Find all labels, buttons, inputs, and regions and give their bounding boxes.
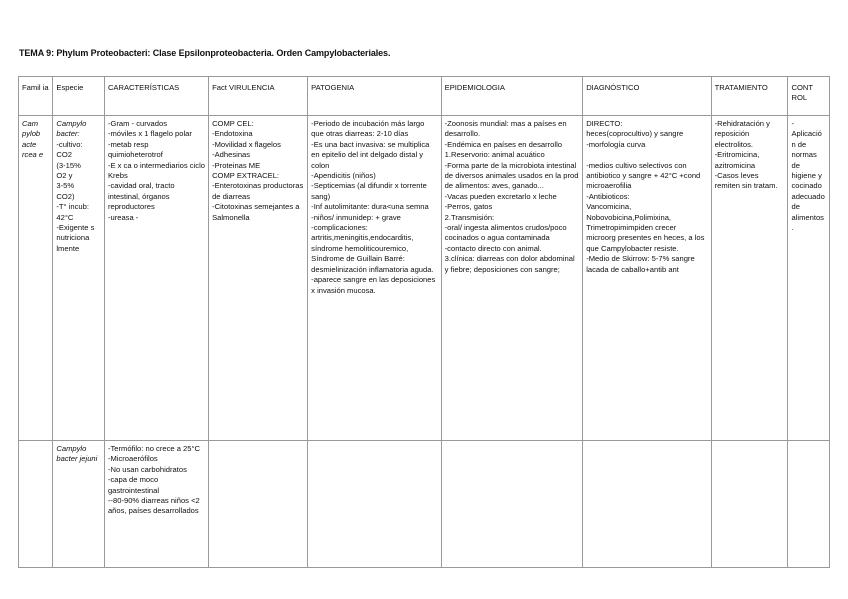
cell-epidemiologia	[441, 116, 583, 441]
cell-tratamiento	[711, 441, 788, 568]
cell-line: (3-15%	[56, 160, 81, 170]
cell-familia	[19, 116, 53, 441]
header-virulencia: Fact VIRULENCIA	[209, 77, 308, 116]
cell-especie	[53, 441, 105, 568]
header-patogenia: PATOGENIA	[308, 77, 441, 116]
cell-line: -complicaciones: artritis,meningitis,endocarditis, síndrome hemoliticouremico, Síndrome de Guillain Barré: desmielinización inflamatoria aguda.	[311, 223, 434, 274]
cell-line: -morfología curva	[586, 139, 646, 149]
cell-line: -Endémica en países en desarrollo	[444, 139, 562, 149]
content-table	[18, 76, 830, 568]
cell-line: -Perros, gatos	[444, 202, 493, 212]
header-familia: Famil ia	[19, 77, 53, 116]
header-epidemiologia: EPIDEMIOLOGIA	[441, 77, 583, 116]
cell-line: 42°C	[56, 212, 74, 222]
header-diagnostico: DIAGNÓSTICO	[583, 77, 711, 116]
cell-virulencia	[209, 441, 308, 568]
cell-control	[788, 441, 830, 568]
cell-line: -Periodo de incubación más largo que otras diarreas: 2-10 días	[311, 119, 425, 139]
cell-line: Cam pylob acte rcea e	[22, 119, 44, 160]
header-row	[19, 77, 830, 116]
header-especie: Especie	[53, 77, 105, 116]
cell-line: DIRECTO:	[586, 119, 623, 128]
cell-epidemiologia	[441, 441, 583, 568]
cell-line: -contacto directo con animal.	[444, 243, 542, 253]
cell-line	[586, 150, 707, 160]
especie-name	[56, 119, 101, 140]
cell-line: -medios cultivo selectivos con antibiotico y sangre + 42°C +cond microaerofilia	[586, 160, 701, 191]
cell-diagnostico	[583, 116, 711, 441]
cell-diagnostico	[583, 441, 711, 568]
cell-line: Campylo bacter:	[56, 119, 87, 139]
cell-patogenia	[308, 441, 441, 568]
cell-line: -Termófilo: no crece a 25°C	[107, 444, 201, 453]
cell-caracteristicas	[104, 441, 208, 568]
cell-caracteristicas	[104, 116, 208, 441]
cell-line: -Exigente s	[56, 223, 95, 233]
cell-line: CO2)	[56, 191, 75, 201]
cell-line: -Gram - curvados	[107, 119, 168, 128]
cell-control	[788, 116, 830, 441]
cell-line: -cultivo:	[56, 139, 83, 149]
table-row	[19, 116, 830, 441]
cell-familia	[19, 441, 53, 568]
cell-line: -Inf autolimitante: dura<una semna	[311, 202, 429, 212]
table-row	[19, 441, 830, 568]
cell-line: -niños/ inmunidep: + grave	[311, 212, 401, 222]
cell-line: -Forma parte de la microbiota intestinal de diversos animales usados en la prod de alimentos: aves, ganado...	[444, 160, 579, 191]
header-caracteristicas: CARACTERÍSTICAS	[104, 77, 208, 116]
cell-line: -Rehidratación y reposición electrolitos.	[714, 119, 770, 149]
cell-line: -Enterotoxinas productoras de diarreas	[212, 181, 304, 201]
cell-line: -Vacas pueden excretarlo x leche	[444, 191, 557, 201]
cell-line: 2.Transmisión:	[444, 212, 495, 222]
cell-line: -capa de moco gastrointestinal	[107, 475, 160, 495]
cell-line: -aparece sangre en las deposiciones x invasión mucosa.	[311, 275, 436, 295]
cell-line: -Casos leves remiten sin tratam.	[714, 171, 778, 191]
cell-line: O2 y	[56, 171, 73, 181]
cell-line: 3-5%	[56, 181, 75, 191]
especie-details	[56, 140, 101, 254]
cell-line: -ureasa -	[107, 212, 139, 222]
cell-line: -Es una bact invasiva: se multiplica en epitelio del int delgado distal y colon	[311, 139, 430, 170]
cell-line: heces(coprocultivo) y sangre	[586, 129, 684, 139]
cell-line: -Adhesinas	[212, 150, 251, 160]
cell-line: 1.Reservorio: animal acuático	[444, 150, 545, 160]
cell-line: -Zoonosis mundial: mas a países en desarrollo.	[444, 119, 567, 139]
cell-line: -No usan carbohidratos	[107, 464, 187, 474]
header-control: CONT ROL	[788, 77, 830, 116]
cell-line: -metab resp quimioheterotrof	[107, 139, 163, 160]
cell-line: COMP CEL:	[212, 119, 254, 128]
cell-line: COMP EXTRACEL:	[212, 171, 280, 181]
cell-line: nutriciona lmente	[56, 233, 90, 253]
cell-line: -Eritromicina, azitromicina	[714, 150, 760, 170]
cell-line: -móviles x 1 flagelo polar	[107, 129, 192, 139]
cell-line: -Septicemias (al difundir x torrente sang)	[311, 181, 427, 201]
cell-line: -Apendicitis (niños)	[311, 171, 376, 181]
cell-line: -Movilidad x flagelos	[212, 139, 281, 149]
cell-line: -oral/ ingesta alimentos crudos/poco cocinados o agua contaminada	[444, 223, 567, 243]
cell-line: -Antibioticos:	[586, 191, 630, 201]
cell-line: -E x ca o intermediarios ciclo Krebs	[107, 160, 206, 181]
cell-line: --80-90% diarreas niños <2 años, países desarrollados	[107, 496, 200, 516]
cell-line: -Medio de Skirrow: 5-7% sangre lacada de caballo+antib ant	[586, 254, 695, 274]
cell-line: -Proteinas ME	[212, 160, 261, 170]
cell-line: 3.clínica: diarreas con dolor abdominal y fiebre; deposiciones con sangre;	[444, 254, 575, 274]
cell-patogenia	[308, 116, 441, 441]
cell-virulencia	[209, 116, 308, 441]
cell-line: -Citotoxinas semejantes a Salmonella	[212, 202, 300, 222]
cell-line: -Microaerófilos	[107, 454, 158, 464]
header-tratamiento: TRATAMIENTO	[711, 77, 788, 116]
cell-line: -T° incub:	[56, 202, 89, 212]
cell-line: -Endotoxina	[212, 129, 253, 139]
cell-tratamiento	[711, 116, 788, 441]
cell-line: Campylo bacter jejuni	[56, 444, 98, 464]
page-title: TEMA 9: Phylum Proteobacteri: Clase Epsilonproteobacteria. Orden Campylobacteriales.	[19, 48, 391, 58]
cell-line: -cavidad oral, tracto intestinal, órganos reproductores	[107, 181, 175, 212]
cell-especie	[53, 116, 105, 441]
cell-line: -Aplicación de normas de higiene y cocinado adecuado de alimentos.	[791, 119, 825, 233]
cell-line: CO2	[56, 150, 72, 160]
cell-line: Vancomicina, Nobovobicina,Polimixina, Trimetropimimpiden crecer microorg presentes en heces, a los que Campylobacter resiste.	[586, 202, 705, 253]
